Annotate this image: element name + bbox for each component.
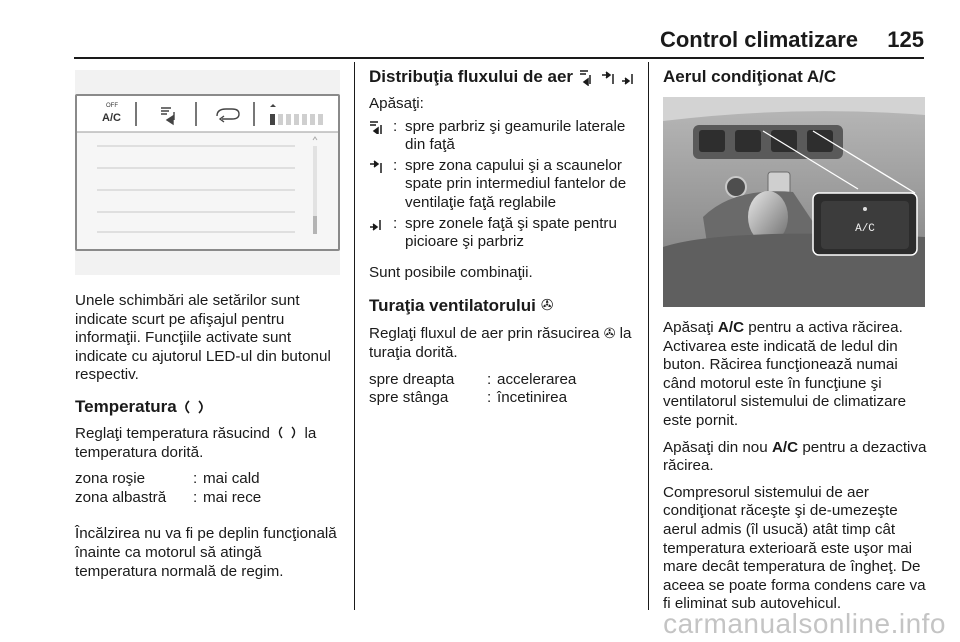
ac-p1-text-a: Apăsaţi [663, 319, 714, 336]
distribution-list [369, 118, 639, 252]
fan-speed-row [369, 371, 639, 390]
fan-speed-paragraph [369, 324, 639, 362]
ac-p1-text-b: pentru a activa răcirea. Activarea este indicată de ledul din buton. Răcirea funcţionează numai când motorul este în funcţiune şi ventilatorul sistemului de climatizare este pornit. [663, 319, 907, 429]
ac-text: A/C [102, 112, 121, 124]
section-title: Control climatizare [659, 27, 858, 52]
distribution-heading-text: Distribuţia fluxului de aer [369, 67, 574, 86]
fan-inline-icon: ✇ [603, 325, 616, 342]
temperature-row-value: mai cald [203, 470, 260, 488]
temperature-heading-text: Temperatura [75, 396, 177, 416]
fan-row-sep: : [487, 370, 492, 388]
distribution-item-sep: : [393, 117, 398, 135]
distribution-item-text: spre zona capului şi a scaunelor spate prin intermediul fantelor de ventilaţie faţă reglabile [405, 156, 627, 211]
temperature-knob-inline-icon [274, 426, 300, 439]
ac-button-photo [663, 97, 925, 307]
foot-air-icon [369, 215, 393, 252]
column-1 [75, 292, 343, 589]
temperature-row-key: zona roşie [75, 470, 146, 488]
fan-speed-heading [369, 296, 639, 316]
column-3-text [663, 319, 931, 622]
temperature-row [75, 489, 343, 508]
temperature-row-key: zona albastră [75, 488, 167, 506]
column-3 [663, 67, 931, 95]
temperature-row-sep: : [193, 470, 198, 488]
distribution-item [369, 215, 639, 252]
fan-speed-row [369, 389, 639, 408]
fan-row-value: încetinirea [497, 389, 568, 407]
distribution-heading [369, 67, 639, 87]
distribution-item [369, 157, 639, 213]
watermark: carmanualsonline.info [663, 608, 946, 639]
face-air-icon [369, 157, 393, 213]
ac-button-label: A/C [855, 223, 875, 235]
climate-display-screen [75, 94, 340, 251]
fan-icon: ✇ [540, 297, 554, 315]
airflow-icons [578, 68, 636, 86]
temperature-row [75, 470, 343, 489]
ac-deactivate-paragraph [663, 439, 931, 476]
climate-display-figure [75, 70, 340, 275]
header-rule [74, 57, 924, 59]
distribution-item-sep: : [393, 214, 398, 232]
ac-p2-text-a: Apăsaţi din nou [663, 438, 768, 456]
fan-speed-heading-text: Turaţia ventilatorului [369, 296, 536, 316]
ac-keyword: A/C [717, 319, 745, 336]
temperature-text-b: la temperatura dorită. [75, 424, 317, 461]
compressor-paragraph: Compresorul sistemului de aer condiţionat răceşte şi de-umezeşte aerul admis (îl usucă) atât timp cât temperatura exterioară este uşor mai mare decât temperatura de îngheţ. De aceea se poate forma condens care va fi eliminat sub autovehicul. [663, 483, 926, 613]
column-2 [369, 67, 639, 408]
page-header [0, 0, 960, 62]
combinations-text: Sunt posibile combinaţii. [369, 263, 533, 281]
ac-activate-paragraph [663, 319, 931, 431]
temperature-row-value: mai rece [203, 488, 262, 506]
fan-row-sep: : [487, 389, 492, 407]
distribution-item-sep: : [393, 156, 398, 174]
column-divider-1 [354, 62, 355, 610]
distribution-item [369, 118, 639, 155]
heating-note: Încălzirea nu va fi pe deplin funcţională înainte ca motorul să atingă temperatura normală de regim. [75, 525, 337, 580]
ac-p2-text-b: pentru a dezactiva răcirea. [663, 438, 927, 475]
display-content-graphic [77, 96, 338, 249]
temperature-row-sep: : [193, 488, 198, 506]
console-photo-graphic [663, 97, 925, 307]
distribution-item-text: spre parbriz şi geamurile laterale din faţă [405, 117, 626, 154]
temperature-table [75, 470, 343, 507]
press-label: Apăsaţi: [369, 95, 424, 112]
fan-text-b: la turaţia dorită. [369, 325, 632, 361]
fan-speed-table [369, 371, 639, 408]
ac-heading: Aerul condiţionat A/C [663, 67, 837, 86]
temperature-heading [75, 397, 343, 417]
temperature-paragraph [75, 425, 343, 462]
windshield-air-icon [369, 118, 393, 155]
column-divider-2 [648, 62, 649, 610]
temperature-text-a: Reglaţi temperatura răsucind [75, 424, 271, 442]
temperature-knob-icon [182, 399, 206, 415]
fan-text-a: Reglaţi fluxul de aer prin răsucirea [369, 325, 600, 343]
ac-keyword: A/C [771, 438, 799, 456]
fan-row-value: accelerarea [497, 370, 577, 388]
fan-row-key: spre stânga [369, 389, 449, 407]
page-number: 125 [887, 27, 924, 52]
intro-paragraph: Unele schimbări ale setărilor sunt indicate scurt pe afişajul pentru informaţii. Funcţiile activate sunt indicate cu ajutorul LED-ul din butonul respectiv. [75, 292, 331, 384]
ac-off-text: OFF [106, 103, 118, 109]
fan-row-key: spre dreapta [369, 370, 455, 388]
distribution-item-text: spre zonele faţă şi spate pentru picioare şi parbriz [405, 214, 617, 251]
